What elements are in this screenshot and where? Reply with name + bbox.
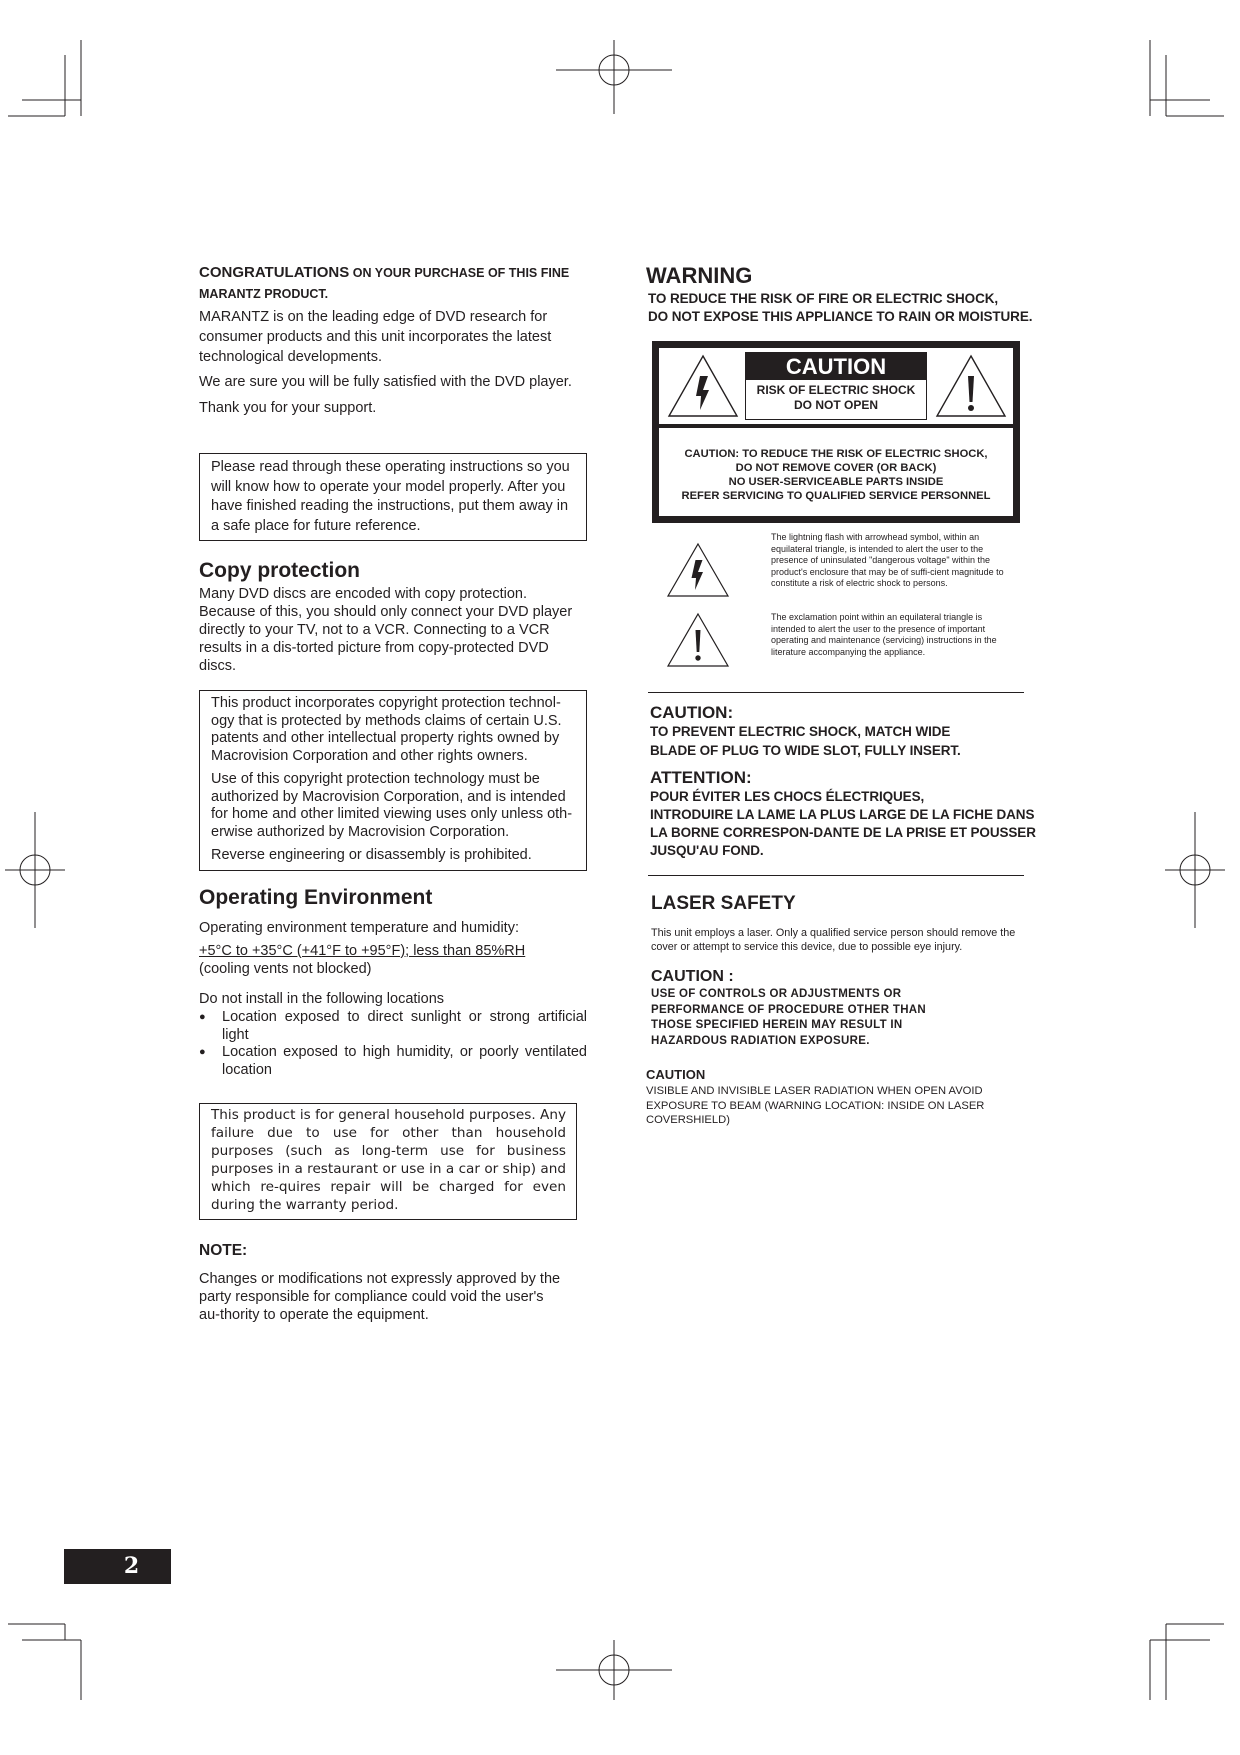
household-text: This product is for general household purposes. Any failure due to use for other than household purposes (such as long-term use for business purposes in a restaurant or use in a car or ship) and which re-quires repair will be charged for even during the warranty period. <box>211 1106 566 1213</box>
attention-line-2: INTRODUIRE LA LAME LA PLUS LARGE DE LA FICHE DANS <box>650 807 1035 822</box>
congratulations-heading <box>199 262 587 304</box>
thanks-paragraph: Thank you for your support. <box>199 400 377 416</box>
caution-label-line-3: NO USER-SERVICEABLE PARTS INSIDE <box>728 476 944 488</box>
laser-caution2-body: VISIBLE AND INVISIBLE LASER RADIATION WHEN OPEN AVOID EXPOSURE TO BEAM (WARNING LOCATION: INSIDE ON LASER COVERSHIELD) <box>646 1085 985 1127</box>
warning-line-1: TO REDUCE THE RISK OF FIRE OR ELECTRIC SHOCK, <box>648 291 999 306</box>
page-number-tab <box>64 1549 171 1584</box>
read-instructions-text: Please read through these operating instructions so you will know how to operate your model properly. After you have finished reading the instructions, put them away in a safe place for future reference. <box>211 459 570 534</box>
laser-safety-body: This unit employs a laser. Only a qualified service person should remove the cover or attempt to service this device, due to possible eye injury. <box>651 927 1016 953</box>
copy-protection-heading: Copy protection <box>199 559 360 582</box>
caution-label <box>652 341 1020 523</box>
laser-caution-line-1: USE OF CONTROLS OR ADJUSTMENTS OR <box>651 988 902 1000</box>
laser-caution2-heading: CAUTION <box>646 1067 706 1082</box>
plug-caution-line-1: TO PREVENT ELECTRIC SHOCK, MATCH WIDE <box>650 724 951 739</box>
laser-caution-heading: CAUTION : <box>651 968 734 985</box>
lightning-symbol-icon <box>666 542 730 598</box>
household-box <box>199 1103 577 1220</box>
macrovision-box <box>199 690 587 871</box>
lightning-symbol-text: The lightning flash with arrowhead symbol, within an equilateral triangle, is intended to alert the user to the presence of uninsulated "dangerous voltage" within the product's enclosure that may be of suffi-cient magnitude to constitute a risk of electric shock to persons. <box>771 532 1004 589</box>
exclamation-triangle-icon <box>935 354 1007 418</box>
macrovision-p1: This product incorporates copyright protection technol-ogy that is protected by methods claims of certain U.S. patents and other intellectual property rights owned by Macrovision Corporation and other rights owners. <box>211 695 562 764</box>
intro-paragraph: MARANTZ is on the leading edge of DVD research for consumer products and this unit incorporates the latest technological developments. <box>199 309 552 365</box>
warning-line-2: DO NOT EXPOSE THIS APPLIANCE TO RAIN OR MOISTURE. <box>648 309 1033 324</box>
page-number: 2 <box>123 1553 140 1579</box>
caution-label-line-1: CAUTION: TO REDUCE THE RISK OF ELECTRIC SHOCK, <box>684 448 988 460</box>
caution-label-bottom <box>659 428 1013 516</box>
attention-line-3: LA BORNE CORRESPON-DANTE DE LA PRISE ET POUSSER <box>650 825 1036 840</box>
attention-line-1: POUR ÉVITER LES CHOCS ÉLECTRIQUES, <box>650 789 925 804</box>
congratulations-rest: ON YOUR PURCHASE OF THIS FINE MARANTZ PRODUCT. <box>199 266 570 301</box>
laser-safety-heading: LASER SAFETY <box>651 893 796 914</box>
location-item: ● Location exposed to high humidity, or poorly ventilated location <box>199 1043 587 1079</box>
lightning-triangle-icon <box>667 354 739 418</box>
exclamation-symbol-text: The exclamation point within an equilateral triangle is intended to alert the user to the presence of important operating and maintenance (servicing) instructions in the literature accompanying the appliance. <box>771 612 997 657</box>
do-not-open: DO NOT OPEN <box>793 398 878 412</box>
plug-caution-heading: CAUTION: <box>650 703 734 722</box>
exclamation-symbol-icon <box>666 612 730 668</box>
note-heading: NOTE: <box>199 1241 248 1259</box>
caution-label-line-4: REFER SERVICING TO QUALIFIED SERVICE PERSONNEL <box>681 490 991 502</box>
attention-line-4: JUSQU'AU FOND. <box>650 843 764 858</box>
macrovision-p2: Use of this copyright protection technology must be authorized by Macrovision Corporation, and is intended for home and other limited viewing uses only unless oth-erwise authorized by Macrovision Corporation. <box>211 771 573 840</box>
caution-title: CAUTION <box>746 353 926 380</box>
plug-caution-line-2: BLADE OF PLUG TO WIDE SLOT, FULLY INSERT. <box>650 743 961 758</box>
note-body: Changes or modifications not expressly approved by the party responsible for compliance could void the user's au-thority to operate the equipment. <box>199 1270 561 1323</box>
macrovision-p3: Reverse engineering or disassembly is prohibited. <box>211 847 532 863</box>
warning-heading: WARNING <box>646 263 753 288</box>
attention-heading: ATTENTION: <box>650 768 752 787</box>
locations-intro: Do not install in the following locations <box>199 990 445 1007</box>
divider-2 <box>648 875 1024 876</box>
locations-list <box>199 1008 587 1079</box>
satisfied-paragraph: We are sure you will be fully satisfied with the DVD player. <box>199 374 572 390</box>
laser-caution-line-3: THOSE SPECIFIED HEREIN MAY RESULT IN <box>651 1019 903 1031</box>
operating-intro: Operating environment temperature and humidity: <box>199 919 519 936</box>
operating-note: (cooling vents not blocked) <box>199 960 372 977</box>
caution-title-box <box>745 352 927 420</box>
copy-protection-body: Many DVD discs are encoded with copy protection. Because of this, you should only connect your DVD player directly to your TV, not to a VCR. Connecting to a VCR results in a dis-torted picture from copy-protected DVD discs. <box>199 586 573 674</box>
caution-label-line-2: DO NOT REMOVE COVER (OR BACK) <box>735 462 937 474</box>
read-instructions-box <box>199 453 587 541</box>
operating-environment-heading: Operating Environment <box>199 885 433 909</box>
operating-range: +5°C to +35°C (+41°F to +95°F); less than 85%RH <box>199 942 526 959</box>
left-column <box>199 262 587 1324</box>
laser-caution-line-2: PERFORMANCE OF PROCEDURE OTHER THAN <box>651 1004 927 1016</box>
risk-of-shock: RISK OF ELECTRIC SHOCK <box>756 383 916 397</box>
location-item: ● Location exposed to direct sunlight or strong artificial light <box>199 1008 587 1044</box>
laser-caution-line-4: HAZARDOUS RADIATION EXPOSURE. <box>651 1035 870 1047</box>
divider-1 <box>648 692 1024 693</box>
caution-label-top <box>659 348 1013 424</box>
congratulations-lead: CONGRATULATIONS <box>199 264 350 281</box>
